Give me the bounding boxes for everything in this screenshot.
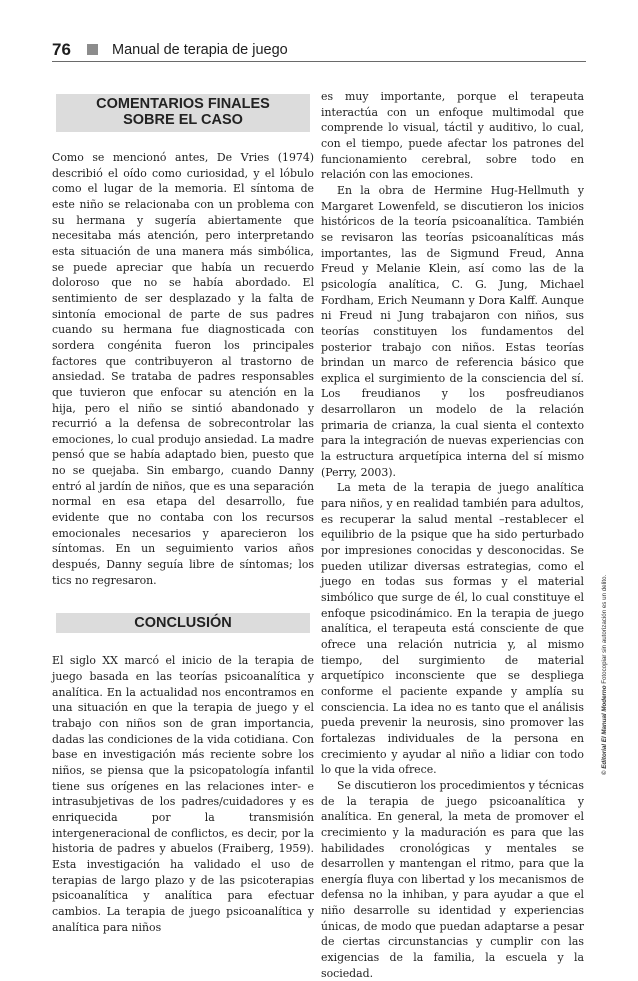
page-number: 76 — [52, 40, 71, 59]
body-paragraph: Como se mencionó antes, De Vries (1974) describió el oído como curiosidad, y el lóbulo como el lugar de la memoria. El síntoma de este niño se relacionaba con un problema con su hermana y sugería abiertamente que necesitaba más atención, pero interpretando esta situación de una manera más simbólica, se puede apreciar que había un recuerdo doloroso que no se había abordado. El sentimiento de ser desplazado y la falta de sintonía emocional de parte de sus padres cuando su hermana fue diagnosticada con sordera congénita fueron los principales factores que contribuyeron al trastorno de ansiedad. Se trataba de padres responsables que tuvieron que enfocar su atención en la hija, pero el niño se sintió abandonado y recurrió a la defensa de sobrecontrolar las emociones, lo cual produjo ansiedad. La madre pensó que se había adaptado bien, puesto que no se quejaba. Sin embargo, cuando Danny entró al jardín de niños, que es una separación normal en esa etapa del desarrollo, fue evidente que no contaba con los recursos emocionales necesarios y aparecieron los síntomas. En un seguimiento varios años después, Danny seguía libre de síntomas; los tics no regresaron. — [52, 151, 314, 587]
heading-line-1: COMENTARIOS FINALES — [96, 96, 270, 112]
section-heading-comentarios — [56, 94, 310, 132]
body-paragraph: es muy importante, porque el terapeuta interactúa con un enfoque multimodal que comprende lo visual, táctil y auditivo, lo cual, con el tiempo, puede afectar los patrones del funcionamiento cerebral, sobre todo en relación con las emociones. — [321, 90, 584, 182]
header-rule — [52, 61, 586, 62]
copyright-publisher: © Editorial El Manual Moderno — [601, 685, 608, 775]
body-paragraph: El siglo XX marcó el inicio de la terapia de juego basada en las teorías psicoanalítica y analítica. En la actualidad nos encontramos en una situación en que la terapia de juego y el trabajo con niños son de gran importancia, dadas las condiciones de la vida cotidiana. Con base en investigación más reciente sobre los niños, se piensa que la psicopatología infantil tiene sus orígenes en las relaciones inter- e intrasubjetivas de los padres/cuidadores y es enriquecida por la transmisión intergeneracional de conflictos, es decir, por la historia de padres y abuelos (Fraiberg, 1959). Esta investigación ha validado el uso de terapias de largo plazo y de las psicoterapias psicoanalítica y analítica para efectuar cambios. La terapia de juego psicoanalítica y analítica para niños — [52, 654, 314, 934]
copyright-text: Fotocopiar sin autorización es un delito. — [601, 574, 608, 686]
right-column — [321, 89, 584, 981]
heading-line-2: SOBRE EL CASO — [123, 112, 243, 128]
copyright-notice — [601, 535, 611, 775]
header-square-marker — [87, 44, 98, 55]
body-paragraph: Se discutieron los procedimientos y técnicas de la terapia de juego psicoanalítica y analítica. En general, la meta de promover el crecimiento y la maduración es para que las habilidades cronológicas y mentales se desarrollen y mantengan el ritmo, para que la energía fluya con libertad y los mecanismos de defensa no la inhiban, y para ayudar a que el niño desarrolle su identidad y experiencias únicas, de modo que puedan adaptarse a pesar de ciertas circunstancias y cumplir con las exigencias de la familia, la escuela y la sociedad. — [321, 778, 584, 980]
running-title: Manual de terapia de juego — [112, 42, 288, 58]
body-paragraph: La meta de la terapia de juego analítica para niños, y en realidad también para adultos, es recuperar la salud mental –restablecer el equilibrio de la psique que ha sido perturbado por impresiones conocidas y desconocidas. Se pueden utilizar diversas estrategias, como el juego en todas sus formas y el material simbólico que surge de él, lo cual constituye el enfoque psicodinámico. En la terapia de juego analítica, el terapeuta está consciente de que ofrece una relación nutricia y, al mismo tiempo, del surgimiento de material arquetípico inconsciente que se despliega conforme el paciente expande y amplía su consciencia. La idea no es tanto que el análisis pueda prevenir la neurosis, sino promover las fortalezas individuales de la persona en crecimiento y ayudar al niño a lidiar con todo lo que la vida ofrece. — [321, 481, 584, 777]
left-column — [52, 94, 314, 935]
body-paragraph: En la obra de Hermine Hug-Hellmuth y Margaret Lowenfeld, se discutieron los inicios históricos de la teoría psicoanalítica. También se revisaron las teorías psicoanalíticas más importantes, las de Sigmund Freud, Anna Freud y Melanie Klein, así como las de la psicología analítica, C. G. Jung, Michael Fordham, Erich Neumann y Dora Kalff. Aunque ni Freud ni Jung trabajaron con niños, sus teorías constituyen los fundamentos del posterior trabajo con niños. Estas teorías brindan un marco de referencia básico que explica el surgimiento de la consciencia del sí. Los freudianos y los posfreudianos desarrollaron un modelo de la relación primaria de crianza, la cual sienta el contexto para la integración de nuevas experiencias con la estructura arquetípica interna del sí mismo (Perry, 2003). — [321, 183, 584, 479]
page-header — [52, 40, 584, 60]
section-heading-conclusion: CONCLUSIÓN — [56, 613, 310, 633]
